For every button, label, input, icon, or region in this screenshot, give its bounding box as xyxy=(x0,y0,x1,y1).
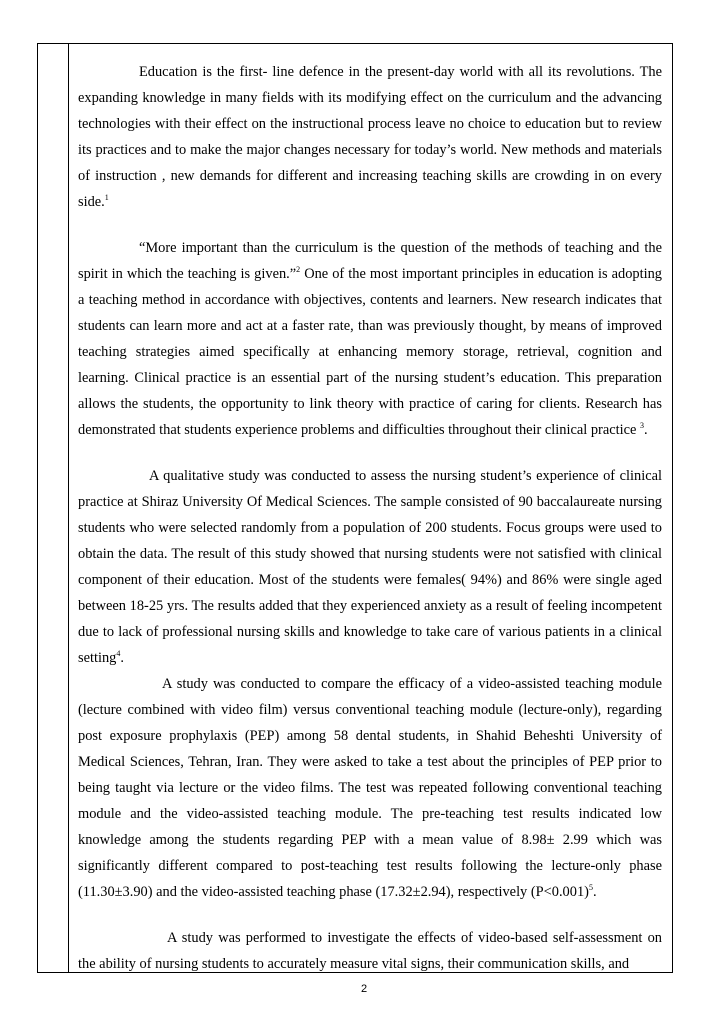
reference-5: 5 xyxy=(588,883,593,892)
paragraph-3-text: A qualitative study was conducted to assess the nursing student’s experience of clinical practice at Shiraz University Of Medical Sciences. The sample consisted of 90 baccalaureate nursing students who were selected randomly from a population of 200 students. Focus groups were used to obtain the data. The result of this study showed that nursing students were not satisfied with clinical component of their education. Most of the students were females( 94%) and 86% were single aged between 18-25 yrs. The results added that they experienced anxiety as a result of feeling incompetent due to lack of professional nursing skills and knowledge to take care of various patients in a clinical setting xyxy=(78,468,662,666)
paragraph-4 xyxy=(78,671,662,905)
paragraph-2 xyxy=(78,235,662,443)
paragraph-3-end: . xyxy=(120,650,124,666)
reference-1: 1 xyxy=(104,193,109,202)
paragraph-2-text: One of the most important principles in education is adopting a teaching method in accordance with objectives, contents and learners. New research indicates that students can learn more and act at a faster rate, than was previously thought, by means of improved teaching strategies aimed specifically at enhancing memory storage, retrieval, cognition and learning. Clinical practice is an essential part of the nursing student’s education. This preparation allows the students, the opportunity to link theory with practice of caring for clients. Research has demonstrated that students experience problems and difficulties throughout their clinical practice xyxy=(78,266,662,438)
paragraph-5-text: A study was performed to investigate the effects of video-based self-assessment on the ability of nursing students to accurately measure vital signs, their communication skills, and xyxy=(78,930,662,972)
paragraph-5 xyxy=(78,925,662,977)
page-number: 2 xyxy=(360,983,368,995)
document-body xyxy=(78,59,662,977)
paragraph-2-end: . xyxy=(644,422,648,438)
margin-rule xyxy=(68,43,71,973)
reference-2: 2 xyxy=(296,265,301,274)
paragraph-2-quote: “More important than the curriculum is the question of the methods of teaching and the spirit in which the teaching is given.” xyxy=(78,240,662,282)
paragraph-1 xyxy=(78,59,662,215)
reference-4: 4 xyxy=(116,649,121,658)
paragraph-4-text: A study was conducted to compare the efficacy of a video-assisted teaching module (lecture combined with video film) versus conventional teaching module (lecture-only), regarding post exposure prophylaxis (PEP) among 58 dental students, in Shahid Beheshti University of Medical Sciences, Tehran, Iran. They were asked to take a test about the principles of PEP prior to being taught via lecture or the video films. The test was repeated following conventional teaching module and the video-assisted teaching module. The pre-teaching test results indicated low knowledge among the students regarding PEP with a mean value of 8.98± 2.99 which was significantly different compared to post-teaching test results following the lecture-only phase (11.30±3.90) and the video-assisted teaching phase (17.32±2.94), respectively (P<0.001) xyxy=(78,676,662,900)
paragraph-1-text: Education is the first- line defence in the present-day world with all its revolutions. The expanding knowledge in many fields with its modifying effect on the curriculum and the advancing technologies with their effect on the instructional process leave no choice to education but to review its practices and to make the major changes necessary for today’s world. New methods and materials of instruction , new demands for different and increasing teaching skills are crowding in on every side. xyxy=(78,64,662,210)
paragraph-3 xyxy=(78,463,662,671)
paragraph-4-end: . xyxy=(592,884,597,900)
reference-3: 3 xyxy=(640,421,644,430)
